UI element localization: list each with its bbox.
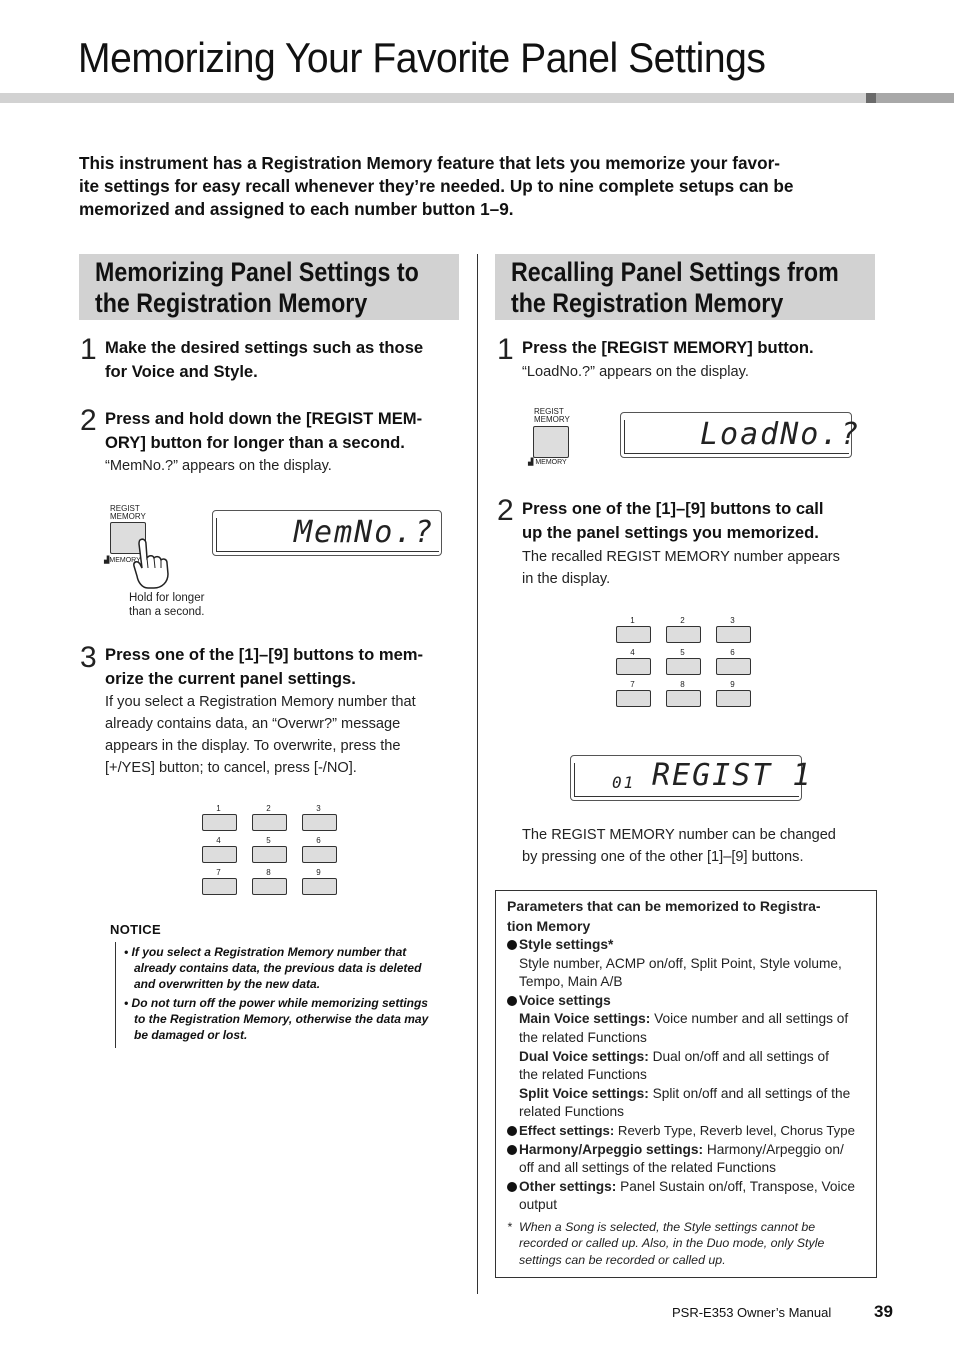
- step-number: 1: [80, 333, 97, 366]
- notice-item: • If you select a Registration Memory number that already contains data, the previous data is deleted and overwritten by the new data.: [124, 945, 422, 991]
- number-button-5[interactable]: [252, 846, 287, 863]
- notice-list: [124, 944, 459, 1043]
- parameters-footnote: * When a Song is selected, the Style settings cannot be recorded or called up. Also, in the Duo mode, only Style settings can be recorded or called up.: [507, 1219, 825, 1267]
- left-section-heading: [79, 254, 459, 320]
- step-title: Press and hold down the [REGIST MEM- ORY] button for longer than a second.: [105, 409, 423, 452]
- param-style-detail: Style number, ACMP on/off, Split Point, Style volume, Tempo, Main A/B: [519, 955, 842, 990]
- heading-line: the Registration Memory: [95, 288, 368, 318]
- number-key-label: 6: [316, 836, 321, 845]
- notice-rule: [115, 942, 116, 1048]
- lcd-text: REGIST 1: [652, 758, 813, 793]
- step-title: Press one of the [1]–[9] buttons to call up the panel settings you memorized.: [522, 499, 824, 542]
- number-button-6[interactable]: [716, 658, 751, 675]
- step-body: The recalled REGIST MEMORY number appears in the display.: [522, 549, 840, 587]
- step-title: Press one of the [1]–[9] buttons to mem- orize the current panel settings.: [105, 645, 424, 688]
- title-rule-tab: [876, 93, 954, 103]
- regist-memory-label: REGIST MEMORY: [110, 504, 146, 521]
- number-key-label: 7: [630, 680, 635, 689]
- parameters-title: Parameters that can be memorized to Registra- tion Memory: [507, 898, 821, 934]
- after-display-text: The REGIST MEMORY number can be changed by pressing one of the other [1]–[9] buttons.: [522, 827, 836, 865]
- step-number: 2: [497, 494, 514, 527]
- number-key-label: 6: [730, 648, 735, 657]
- lcd-text: LoadNo.?: [700, 417, 861, 452]
- number-key-label: 2: [680, 616, 685, 625]
- number-button-2[interactable]: [252, 814, 287, 831]
- intro-line: memorized and assigned to each number button 1–9.: [79, 199, 514, 219]
- number-button-8[interactable]: [666, 690, 701, 707]
- number-button-7[interactable]: [202, 878, 237, 895]
- intro-paragraph: [79, 152, 879, 221]
- page-number: 39: [874, 1302, 893, 1321]
- number-key-label: 9: [730, 680, 735, 689]
- regist-memory-label: REGIST MEMORY: [534, 407, 570, 424]
- param-main-voice: Main Voice settings: Voice number and all settings of the related Functions: [519, 1011, 849, 1045]
- param-style: Style settings*: [507, 936, 867, 955]
- number-button-9[interactable]: [302, 878, 337, 895]
- number-key-label: 4: [216, 836, 221, 845]
- number-button-5[interactable]: [666, 658, 701, 675]
- number-key-label: 5: [680, 648, 685, 657]
- footer-manual-name: PSR-E353 Owner’s Manual: [672, 1305, 832, 1320]
- number-button-8[interactable]: [252, 878, 287, 895]
- heading-line: Memorizing Panel Settings to: [95, 257, 419, 287]
- number-key-label: 1: [630, 616, 635, 625]
- number-key-label: 8: [680, 680, 685, 689]
- notice-title: NOTICE: [110, 922, 161, 937]
- memory-sub-label: ▟MEMORY: [104, 557, 141, 564]
- number-button-1[interactable]: [616, 626, 651, 643]
- step-number: 2: [80, 404, 97, 437]
- hold-caption: Hold for longer than a second.: [129, 592, 205, 618]
- number-key-label: 3: [730, 616, 735, 625]
- param-harmony: Harmony/Arpeggio settings: Harmony/Arpeggio on/ off and all settings of the related Functions: [507, 1141, 867, 1178]
- step-number: 1: [497, 333, 514, 366]
- step-body: “LoadNo.?” appears on the display.: [522, 364, 749, 380]
- number-key-label: 2: [266, 804, 271, 813]
- step-body: “MemNo.?” appears on the display.: [105, 458, 332, 474]
- step-title: Press the [REGIST MEMORY] button.: [522, 338, 814, 357]
- page-title: Memorizing Your Favorite Panel Settings: [78, 34, 766, 81]
- lcd-small-text: 01: [612, 773, 636, 792]
- heading-line: the Registration Memory: [511, 288, 784, 318]
- number-button-6[interactable]: [302, 846, 337, 863]
- step-title: Make the desired settings such as those for Voice and Style.: [105, 338, 424, 381]
- regist-memory-button[interactable]: [533, 426, 569, 458]
- step-body: If you select a Registration Memory number that already contains data, an “Overwr?” message appears in the display. To overwrite, press the [+/YES] button; to cancel, press [-/NO].: [105, 694, 416, 776]
- step-number: 3: [80, 641, 97, 674]
- memory-sub-label: ▟ MEMORY: [528, 459, 567, 466]
- number-button-2[interactable]: [666, 626, 701, 643]
- param-split-voice: Split Voice settings: Split on/off and all settings of the related Functions: [519, 1085, 851, 1120]
- param-other: Other settings: Panel Sustain on/off, Transpose, Voice output: [507, 1178, 867, 1215]
- number-button-1[interactable]: [202, 814, 237, 831]
- number-key-label: 1: [216, 804, 221, 813]
- number-button-4[interactable]: [202, 846, 237, 863]
- number-key-label: 8: [266, 868, 271, 877]
- intro-line: This instrument has a Registration Memory feature that lets you memorize your favor-: [79, 153, 781, 173]
- param-effect: Effect settings: Reverb Type, Reverb level, Chorus Type: [507, 1122, 867, 1141]
- number-key-label: 9: [316, 868, 321, 877]
- column-divider: [477, 254, 478, 1294]
- number-button-3[interactable]: [716, 626, 751, 643]
- heading-line: Recalling Panel Settings from: [511, 257, 839, 287]
- number-key-label: 3: [316, 804, 321, 813]
- number-key-label: 5: [266, 836, 271, 845]
- number-key-label: 4: [630, 648, 635, 657]
- number-button-4[interactable]: [616, 658, 651, 675]
- title-rule: [0, 93, 866, 103]
- pressing-hand-icon: [132, 538, 180, 590]
- intro-line: ite settings for easy recall whenever they’re needed. Up to nine complete setups can be: [79, 176, 794, 196]
- param-dual-voice: Dual Voice settings: Dual on/off and all settings of the related Functions: [519, 1048, 829, 1083]
- notice-item: • Do not turn off the power while memorizing settings to the Registration Memory, otherwise the data may be damaged or lost.: [124, 996, 429, 1042]
- lcd-text: MemNo.?: [294, 515, 435, 550]
- number-button-3[interactable]: [302, 814, 337, 831]
- param-voice: Voice settings: [507, 992, 867, 1011]
- parameters-box: [495, 890, 877, 1278]
- number-button-7[interactable]: [616, 690, 651, 707]
- number-key-label: 7: [216, 868, 221, 877]
- right-section-heading: [495, 254, 875, 320]
- title-rule-accent: [866, 93, 876, 103]
- number-button-9[interactable]: [716, 690, 751, 707]
